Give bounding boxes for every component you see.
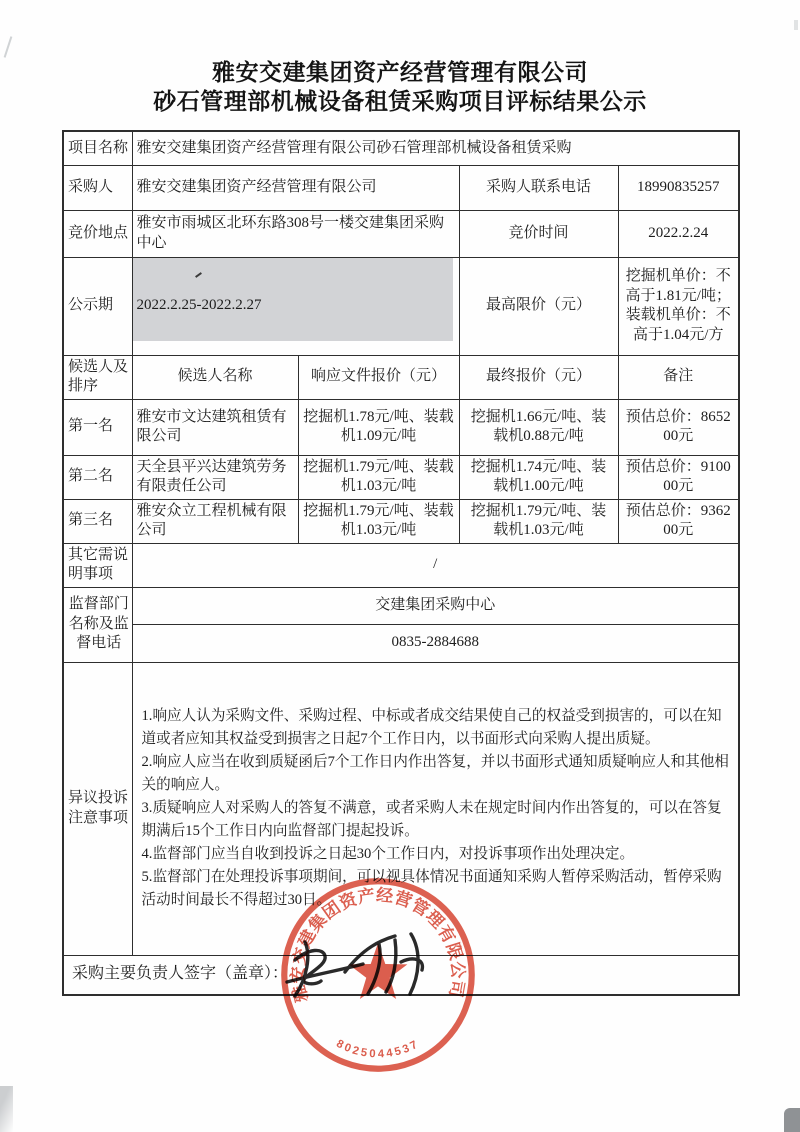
candidate-3-name: 雅安众立工程机械有限公司 — [132, 499, 298, 543]
candidate-2-name: 天全县平兴达建筑劳务有限责任公司 — [132, 455, 298, 499]
scan-artifact-bottom-left — [0, 1086, 13, 1132]
objection-label: 异议投诉注意事项 — [63, 662, 132, 955]
project-value: 雅安交建集团资产经营管理有限公司砂石管理部机械设备租赁采购 — [132, 131, 739, 165]
publicity-period-value: 2022.2.25-2022.2.27 — [136, 297, 262, 314]
objection-item-5: 5.监督部门在处理投诉事项期间，可以视具体情况书面通知采购人暂停采购活动，暂停采购活动时间最长不得超过30日。 — [141, 869, 722, 909]
purchaser-phone-label: 采购人联系电话 — [459, 165, 618, 210]
title-line-2: 砂石管理部机械设备租赁采购项目评标结果公示 — [153, 88, 647, 114]
bidding-location-value: 雅安市雨城区北环东路308号一楼交建集团采购中心 — [132, 210, 459, 257]
candidate-1-final-price: 挖掘机1.66元/吨、装载机0.88元/吨 — [459, 399, 618, 455]
objection-item-3: 3.质疑响应人对采购人的答复不满意，或者采购人未在规定时间内作出答复的，可以在答复期满后15个工作日内向监督部门提起投诉。 — [141, 799, 722, 840]
publicity-period-cell — [132, 257, 459, 355]
supervision-label: 监督部门名称及监督电话 — [63, 587, 132, 662]
row-project — [63, 131, 739, 165]
row-supervision-dept — [63, 587, 739, 624]
header-rank: 候选人及排序 — [63, 355, 132, 399]
candidate-1-name: 雅安市文达建筑租赁有限公司 — [132, 399, 298, 455]
other-notes-value: / — [132, 543, 739, 587]
candidate-1-remark: 预估总价：865200元 — [618, 399, 739, 455]
seal-company-text: 雅安交建集团资产经营管理有限公司 — [288, 885, 468, 1005]
price-limit-value: 挖掘机单价：不高于1.81元/吨；装载机单价：不高于1.04元/方 — [618, 257, 739, 355]
row-bidding — [63, 210, 739, 257]
objection-item-4: 4.监督部门应当自收到投诉之日起30个工作日内，对投诉事项作出处理决定。 — [141, 846, 635, 863]
title-line-1: 雅安交建集团资产经营管理有限公司 — [212, 59, 588, 85]
candidate-3-remark: 预估总价：936200元 — [618, 499, 739, 543]
seal-code-text: 8025044537 — [334, 1037, 422, 1061]
row-publicity — [63, 257, 739, 355]
result-table — [62, 130, 740, 996]
publicity-label: 公示期 — [63, 257, 132, 355]
candidate-1-response-price: 挖掘机1.78元/吨、装载机1.09元/吨 — [298, 399, 459, 455]
project-label: 项目名称 — [63, 131, 132, 165]
purchaser-phone-value: 18990835257 — [618, 165, 739, 210]
candidates-header-row — [63, 355, 739, 399]
row-other-notes — [63, 543, 739, 587]
bidding-time-label: 竞价时间 — [459, 210, 618, 257]
supervision-phone-value: 0835-2884688 — [132, 624, 739, 662]
candidate-row-3 — [63, 499, 739, 543]
candidate-row-1 — [63, 399, 739, 455]
handwritten-signature — [283, 926, 448, 1010]
bidding-location-label: 竞价地点 — [63, 210, 132, 257]
header-name: 候选人名称 — [132, 355, 298, 399]
candidate-3-final-price: 挖掘机1.79元/吨、装载机1.03元/吨 — [459, 499, 618, 543]
signature-label: 采购主要负责人签字（盖章）： — [63, 955, 739, 995]
other-notes-label: 其它需说明事项 — [63, 543, 132, 587]
row-purchaser — [63, 165, 739, 210]
candidate-1-rank: 第一名 — [63, 399, 132, 455]
price-limit-label: 最高限价（元） — [459, 257, 618, 355]
objection-item-1: 1.响应人认为采购文件、采购过程、中标或者成交结果使自己的权益受到损害的，可以在知道或者应知其权益受到损害之日起7个工作日内，以书面形式向采购人提出质疑。 — [141, 707, 722, 747]
candidate-2-response-price: 挖掘机1.79元/吨、装载机1.03元/吨 — [298, 455, 459, 499]
header-final-price: 最终报价（元） — [459, 355, 618, 399]
scan-artifact-right-edge — [794, 20, 798, 30]
candidate-row-2 — [63, 455, 739, 499]
supervision-dept-value: 交建集团采购中心 — [132, 587, 739, 624]
scan-artifact-bottom-right — [784, 1108, 800, 1132]
purchaser-value: 雅安交建集团资产经营管理有限公司 — [132, 165, 459, 210]
document-title — [0, 58, 800, 116]
header-response-price: 响应文件报价（元） — [298, 355, 459, 399]
objection-item-2: 2.响应人应当在收到质疑函后7个工作日内作出答复，并以书面形式通知质疑响应人和其他相关的响应人。 — [141, 753, 729, 793]
candidate-2-rank: 第二名 — [63, 455, 132, 499]
bidding-time-value: 2022.2.24 — [618, 210, 739, 257]
scan-artifact-top-left — [4, 36, 13, 58]
purchaser-label: 采购人 — [63, 165, 132, 210]
candidate-3-rank: 第三名 — [63, 499, 132, 543]
candidate-2-final-price: 挖掘机1.74元/吨、装载机1.00元/吨 — [459, 455, 618, 499]
candidate-2-remark: 预估总价：910000元 — [618, 455, 739, 499]
candidate-3-response-price: 挖掘机1.79元/吨、装载机1.03元/吨 — [298, 499, 459, 543]
header-remark: 备注 — [618, 355, 739, 399]
row-supervision-phone — [63, 624, 739, 662]
